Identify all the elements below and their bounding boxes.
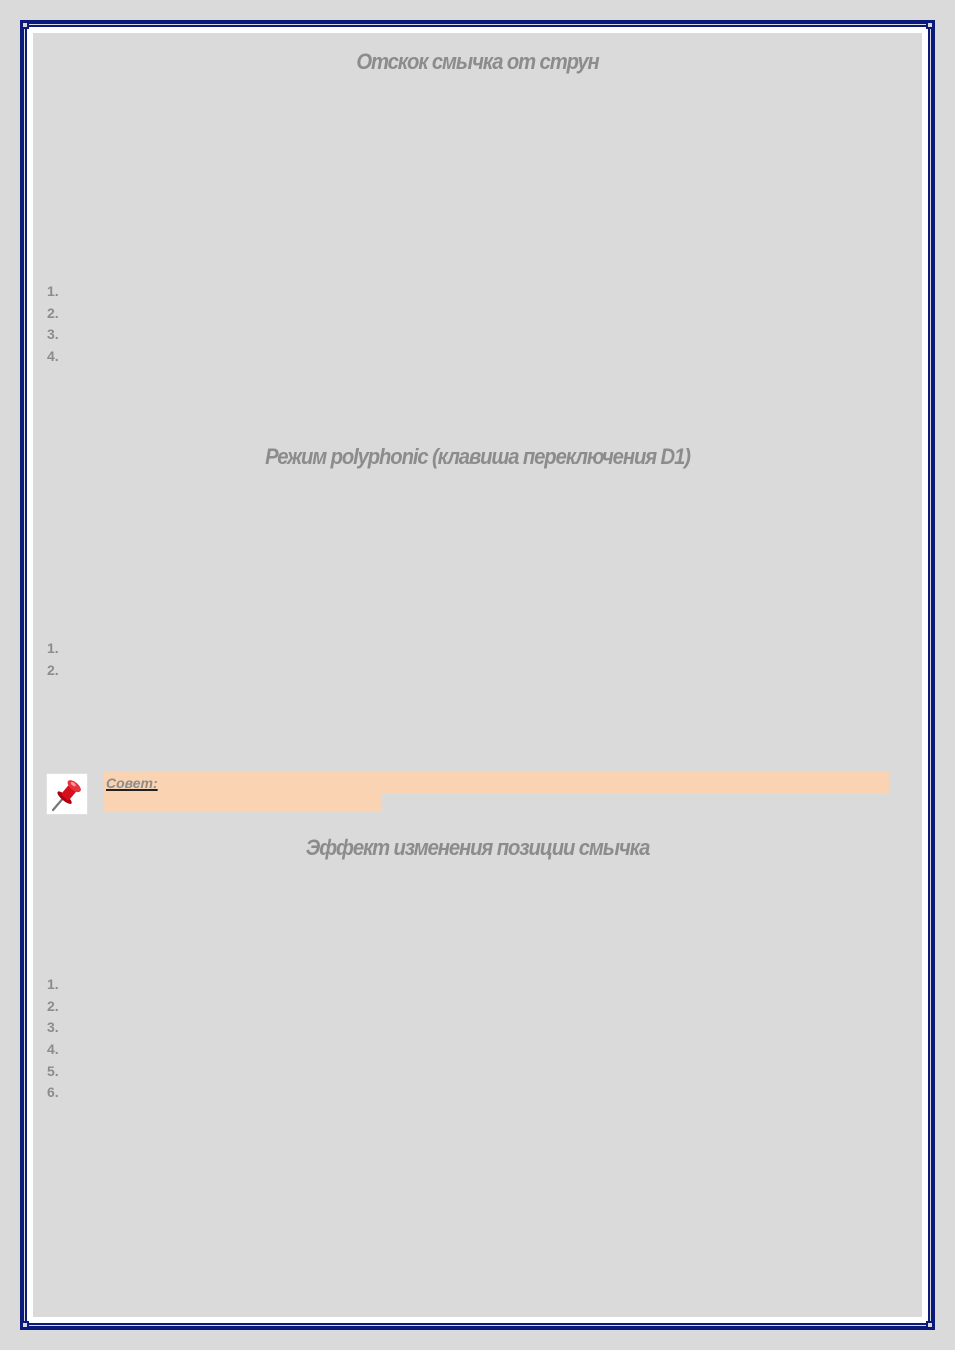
list-item-number: 2. [47,304,59,321]
border-corner-ornament [926,21,934,29]
numbered-list [47,974,59,1104]
numbered-list [47,638,59,681]
section-heading: Эффект изменения позиции смычка [305,835,650,860]
list-item-number: 2. [47,661,59,678]
pushpin-icon [46,773,88,815]
tip-highlight [103,772,889,794]
tip-label: Совет: [106,775,158,791]
tip-highlight [103,794,382,812]
list-item-number: 5. [47,1062,59,1079]
border-corner-ornament [926,1321,934,1329]
section-heading: Отскок смычка от струн [356,49,599,74]
list-item-number: 1. [47,976,59,992]
border-corner-ornament [21,1321,29,1329]
section-heading: Режим polyphonic (клавиша переключения D1) [265,444,690,469]
list-item-number: 3. [47,326,59,343]
numbered-list [47,281,59,368]
list-item-number: 2. [47,997,59,1014]
list-item-number: 1. [47,640,59,656]
list-item-number: 3. [47,1019,59,1036]
list-item-number: 6. [47,1084,59,1101]
list-item-number: 4. [47,348,59,365]
border-corner-ornament [21,21,29,29]
list-item-number: 1. [47,283,59,299]
list-item-number: 4. [47,1041,59,1058]
document-page [35,35,920,1315]
